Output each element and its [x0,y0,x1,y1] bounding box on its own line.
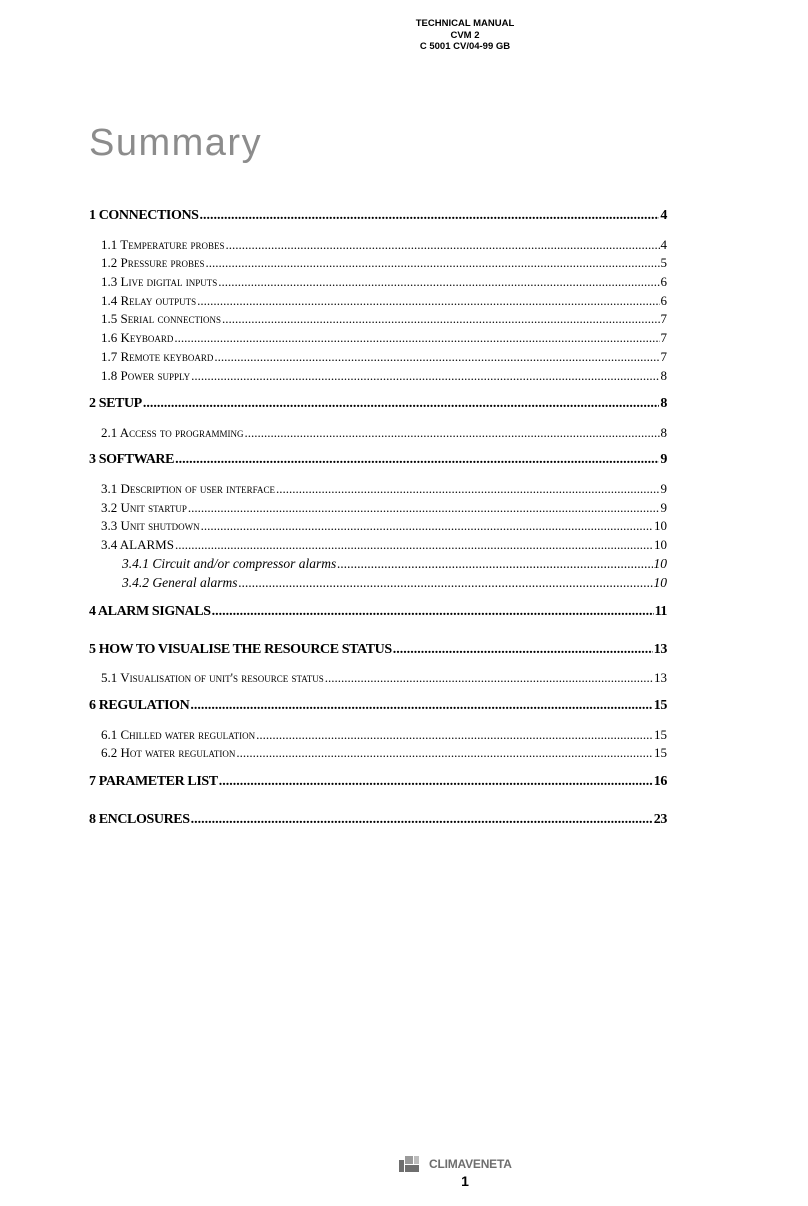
toc-entry-level-2 [101,368,667,384]
document-header [0,18,808,53]
toc-entry-page: 15 [653,698,667,713]
toc-entry-level-2 [101,237,667,253]
toc-leader-dots [393,642,653,658]
header-document-code: C 5001 CV/04-99 GB [419,41,511,52]
toc-entry-level-2 [101,537,667,553]
toc-leader-dots [191,812,653,828]
toc-entry-page: 6 [660,274,667,289]
toc-entry-level-2 [101,425,667,441]
toc-entry-label: 2.1 Access to programming [101,425,244,440]
toc-entry-label: 1.3 Live digital inputs [101,274,218,289]
toc-entry-level-2 [101,330,667,346]
toc-entry-level-2 [101,311,667,327]
toc-entry-label: 6.2 Hot water regulation [101,745,236,760]
toc-entry-level-1 [89,774,667,790]
toc-entry-label: 4 ALARM SIGNALS [89,604,211,619]
toc-leader-dots [256,727,653,743]
toc-entry-page: 7 [660,349,667,364]
toc-leader-dots [175,452,659,468]
toc-entry-level-2 [101,745,667,761]
toc-entry-level-1 [89,208,667,224]
toc-leader-dots [212,604,654,620]
toc-leader-dots [239,575,653,591]
toc-entry-page: 15 [654,745,667,760]
toc-leader-dots [200,208,660,224]
toc-leader-dots [245,425,660,441]
toc-entry-page: 9 [660,481,667,496]
page-title: Summary [89,122,263,164]
toc-entry-page: 13 [653,642,667,657]
toc-entry-level-2 [101,349,667,365]
toc-entry-page: 10 [653,556,667,571]
toc-entry-label: 5.1 Visualisation of unit's resource status [101,670,324,685]
toc-entry-label: 1.1 Temperature probes [101,237,225,252]
toc-entry-label: 6.1 Chilled water regulation [101,727,256,742]
toc-entry-level-2 [101,670,667,686]
toc-entry-page: 9 [660,500,667,515]
toc-entry-label: 3 SOFTWARE [89,452,175,467]
toc-entry-page: 10 [653,575,667,590]
toc-entry-label: 3.2 Unit startup [101,500,187,515]
toc-entry-page: 6 [660,293,667,308]
toc-entry-label: 7 PARAMETER LIST [89,774,218,789]
toc-leader-dots [276,481,660,497]
toc-leader-dots [190,698,652,714]
toc-entry-page: 8 [660,425,667,440]
logo-mark-icon [399,1154,425,1174]
toc-entry-label: 3.4 ALARMS [101,537,174,552]
toc-entry-label: 3.4.2 General alarms [122,575,238,590]
toc-entry-level-1 [89,452,667,468]
climaveneta-logo [399,1153,533,1175]
toc-entry-label: 5 HOW TO VISUALISE THE RESOURCE STATUS [89,642,392,657]
toc-entry-level-2 [101,293,667,309]
toc-entry-page: 10 [654,537,667,552]
toc-entry-page: 9 [660,452,667,467]
toc-entry-level-3 [122,556,667,572]
toc-leader-dots [219,774,653,790]
toc-entry-page: 23 [653,812,667,827]
toc-leader-dots [188,500,660,516]
toc-entry-level-2 [101,500,667,516]
toc-entry-label: 3.4.1 Circuit and/or compressor alarms [122,556,337,571]
toc-entry-level-2 [101,518,667,534]
toc-leader-dots [197,293,659,309]
toc-entry-level-2 [101,481,667,497]
toc-entry-page: 8 [660,396,667,411]
toc-entry-label: 3.1 Description of user interface [101,481,275,496]
toc-leader-dots [174,330,659,346]
toc-entry-label: 2 SETUP [89,396,142,411]
toc-entry-label: 8 ENCLOSURES [89,812,190,827]
toc-entry-level-1 [89,642,667,658]
logo-wordmark: CLIMAVENETA [429,1157,512,1171]
toc-leader-dots [206,255,660,271]
toc-leader-dots [201,518,653,534]
toc-entry-level-1 [89,698,667,714]
toc-entry-label: 1.5 Serial connections [101,311,221,326]
header-model: CVM 2 [450,29,480,41]
toc-entry-page: 15 [654,727,667,742]
toc-entry-page: 7 [660,311,667,326]
toc-entry-page: 8 [660,368,667,383]
toc-leader-dots [236,745,653,761]
toc-leader-dots [175,537,653,553]
toc-leader-dots [225,237,659,253]
toc-entry-label: 1.6 Keyboard [101,330,174,345]
toc-entry-label: 6 REGULATION [89,698,190,713]
toc-entry-level-2 [101,274,667,290]
toc-entry-level-1 [89,396,667,412]
page-number: 1 [461,1173,469,1189]
toc-entry-label: 1.8 Power supply [101,368,191,383]
toc-leader-dots [222,311,660,327]
toc-entry-level-1 [89,812,667,828]
toc-entry-page: 4 [660,208,667,223]
toc-entry-label: 1.4 Relay outputs [101,293,197,308]
toc-leader-dots [191,368,659,384]
toc-entry-label: 3.3 Unit shutdown [101,518,200,533]
toc-entry-level-2 [101,255,667,271]
toc-leader-dots [337,556,652,572]
toc-leader-dots [218,274,659,290]
toc-entry-page: 5 [660,255,667,270]
toc-entry-level-1 [89,604,667,620]
toc-entry-page: 4 [660,237,667,252]
toc-entry-label: 1 CONNECTIONS [89,208,199,223]
toc-entry-page: 11 [654,604,667,619]
toc-entry-level-2 [101,727,667,743]
toc-entry-label: 1.2 Pressure probes [101,255,205,270]
toc-entry-page: 16 [653,774,667,789]
toc-entry-label: 1.7 Remote keyboard [101,349,214,364]
toc-entry-page: 10 [654,518,667,533]
toc-entry-page: 13 [654,670,667,685]
header-manual-type: TECHNICAL MANUAL [415,18,515,29]
toc-leader-dots [143,396,660,412]
toc-entry-level-3 [122,575,667,591]
toc-entry-page: 7 [660,330,667,345]
toc-leader-dots [325,670,653,686]
toc-leader-dots [214,349,659,365]
